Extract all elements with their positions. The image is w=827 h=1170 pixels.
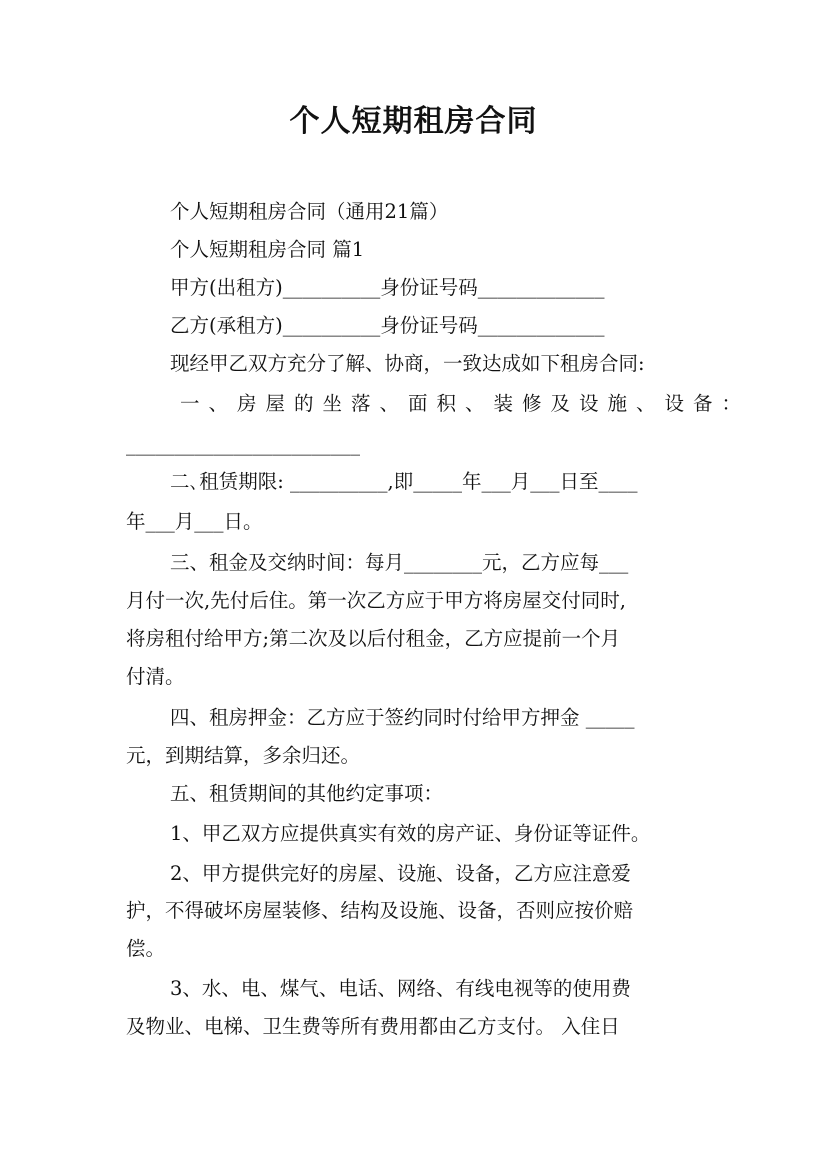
document-title: 个人短期租房合同: [289, 104, 538, 139]
party-b-line: 乙方(承租方)__________身份证号码_____________: [170, 314, 605, 337]
clause-4-line-2: 元，到期结算，多余归还。: [126, 744, 361, 767]
clause-3-line-4: 付清。: [126, 665, 185, 688]
item-3-line-2: 及物业、电梯、卫生费等所有费用都由乙方支付。 入住日: [126, 1015, 620, 1038]
item-2-line-2: 护，不得破坏房屋装修、结构及设施、设备，否则应按价赔: [126, 899, 634, 922]
item-1: 1、甲乙双方应提供真实有效的房产证、身份证等证件。: [170, 822, 651, 845]
clause-2-line-2: 年___月___日。: [126, 510, 263, 533]
item-2-line-3: 偿。: [126, 937, 166, 960]
item-2-line-1: 2、甲方提供完好的房屋、设施、设备，乙方应注意爱: [170, 862, 631, 885]
clause-4-line-1: 四、租房押金：乙方应于签约同时付给甲方押金 _____: [170, 706, 635, 729]
clause-3-line-3: 将房租付给甲方;第二次及以后付租金，乙方应提前一个月: [126, 627, 621, 650]
clause-1-blank: ________________________: [126, 433, 360, 456]
clause-3-line-1: 三、租金及交纳时间：每月________元，乙方应每___: [170, 551, 629, 574]
agreement-intro: 现经甲乙双方充分了解、协商，一致达成如下租房合同:: [170, 352, 645, 375]
clause-1-heading: 一、房屋的坐落、面积、装修及设施、设备：: [180, 392, 751, 415]
item-3-line-1: 3、水、电、煤气、电话、网络、有线电视等的使用费: [170, 977, 631, 1000]
clause-5-heading: 五、租赁期间的其他约定事项：: [170, 782, 444, 805]
subtitle-line: 个人短期租房合同（通用21篇）: [170, 200, 449, 223]
clause-2-line-1: 二､租赁期限: __________,即_____年___月___日至____: [170, 470, 638, 493]
section-heading: 个人短期租房合同 篇1: [170, 238, 365, 261]
party-a-line: 甲方(出租方)__________身份证号码_____________: [170, 276, 605, 299]
clause-3-line-2: 月付一次,先付后住。第一次乙方应于甲方将房屋交付同时,: [126, 589, 626, 612]
